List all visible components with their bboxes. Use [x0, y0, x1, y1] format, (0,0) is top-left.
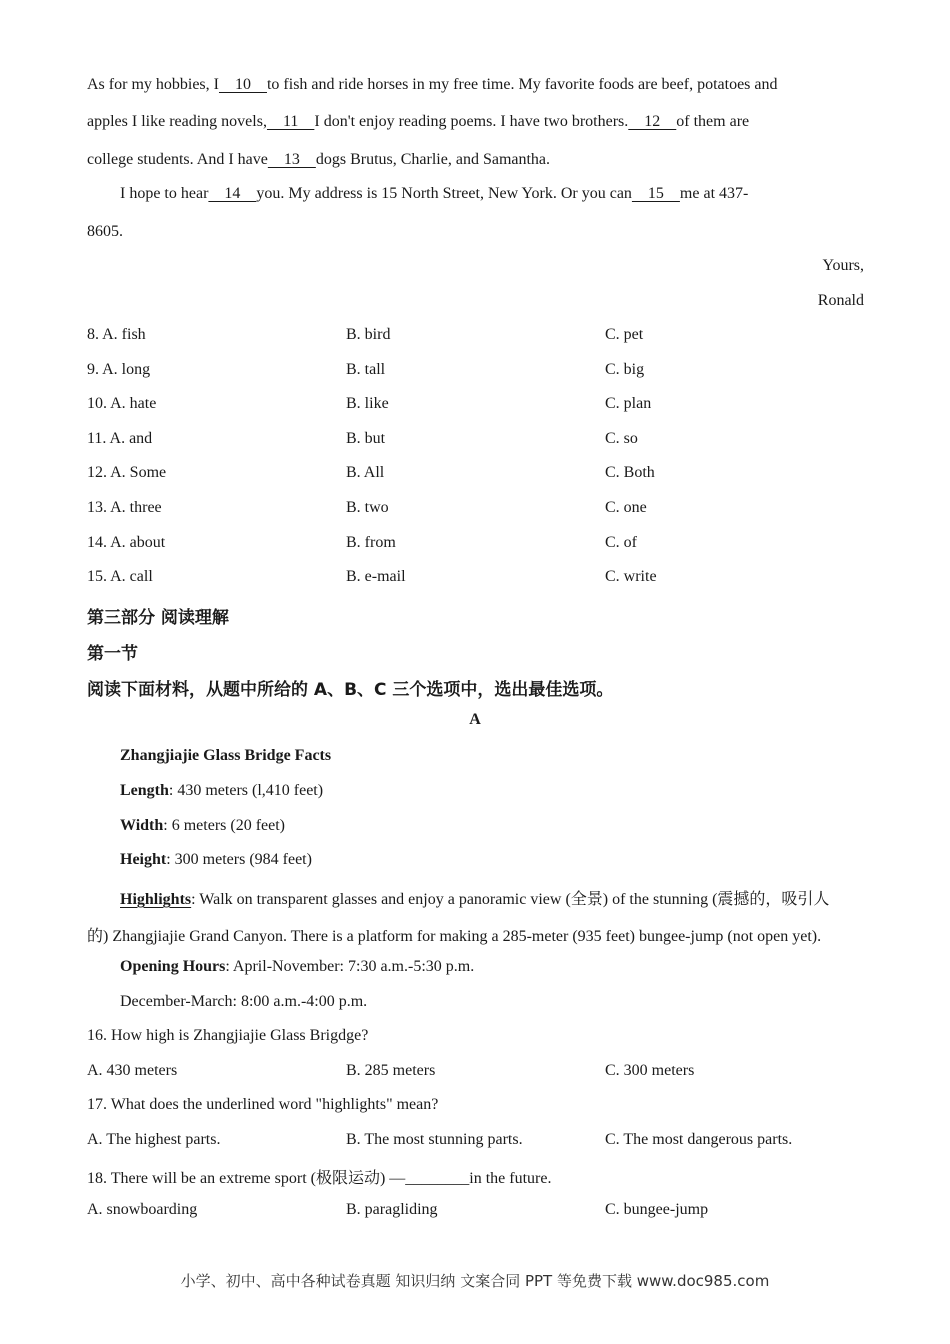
highlights-underlined-word: Highlights: [120, 891, 192, 908]
letter-closing: Yours,: [822, 257, 864, 274]
fact-hours-cont: December-March: 8:00 a.m.-4:00 p.m.: [120, 993, 368, 1010]
question-17-options: A. The highest parts. B. The most stunning parts. C. The most dangerous parts.: [87, 1131, 793, 1148]
blank-12: 12: [628, 113, 677, 130]
facts-title: Zhangjiajie Glass Bridge Facts: [120, 747, 332, 764]
question-18-options: A. snowboarding B. paragliding C. bungee-jump: [87, 1201, 709, 1218]
letter-signature: Ronald: [817, 292, 864, 309]
option-row: 14. A. about B. from C. of: [87, 534, 637, 551]
question-17: 17. What does the underlined word "highlights" mean?: [87, 1096, 439, 1113]
section-instruction: 阅读下面材料，从题中所给的 A、B、C 三个选项中，选出最佳选项。: [87, 680, 614, 700]
question-18: 18. There will be an extreme sport (极限运动) —________in the future.: [87, 1170, 552, 1187]
option-row: 10. A. hate B. like C. plan: [87, 395, 652, 412]
passage-line-1: As for my hobbies, I 10 to fish and ride horses in my free time. My favorite foods are beef, potatoes and: [87, 76, 778, 93]
option-row: 9. A. long B. tall C. big: [87, 361, 645, 378]
fact-highlights-cont: 的) Zhangjiajie Grand Canyon. There is a platform for making a 285-meter (935 feet) bungee-jump (not open yet).: [87, 928, 822, 945]
fact-length: Length: 430 meters (l,410 feet): [120, 782, 324, 799]
blank-14: 14: [208, 185, 257, 202]
option-row: 11. A. and B. but C. so: [87, 430, 638, 447]
section-sub-title: 第一节: [87, 644, 138, 664]
passage-line-2: apples I like reading novels, 11 I don't enjoy reading poems. I have two brothers. 12 of them are: [87, 113, 750, 130]
page-footer: 小学、初中、高中各种试卷真题 知识归纳 文案合同 PPT 等免费下载 www.doc985.com: [180, 1272, 770, 1290]
fact-width: Width: 6 meters (20 feet): [120, 817, 286, 834]
passage-line-3: college students. And I have 13 dogs Brutus, Charlie, and Samantha.: [87, 151, 551, 168]
fact-hours: Opening Hours: April-November: 7:30 a.m.-5:30 p.m.: [120, 958, 475, 975]
fact-height: Height: 300 meters (984 feet): [120, 851, 312, 868]
option-row: 8. A. fish B. bird C. pet: [87, 326, 644, 343]
blank-10: 10: [218, 76, 267, 93]
option-row: 12. A. Some B. All C. Both: [87, 464, 655, 481]
option-row: 13. A. three B. two C. one: [87, 499, 647, 516]
blank-11: 11: [266, 113, 315, 130]
section-part-title: 第三部分 阅读理解: [87, 608, 229, 628]
blank-13: 13: [267, 151, 316, 168]
question-16-options: A. 430 meters B. 285 meters C. 300 meters: [87, 1062, 695, 1079]
passage-letter: A: [469, 711, 481, 728]
fact-highlights: Highlights: Walk on transparent glasses and enjoy a panoramic view (全景) of the stunning (震撼的，吸引人: [120, 891, 830, 908]
passage-line-4: I hope to hear 14 you. My address is 15 North Street, New York. Or you can 15 me at 437-: [120, 185, 749, 202]
question-16: 16. How high is Zhangjiajie Glass Brigdge?: [87, 1027, 369, 1044]
passage-line-5: 8605.: [87, 223, 123, 240]
option-row: 15. A. call B. e-mail C. write: [87, 568, 657, 585]
blank-15: 15: [631, 185, 680, 202]
